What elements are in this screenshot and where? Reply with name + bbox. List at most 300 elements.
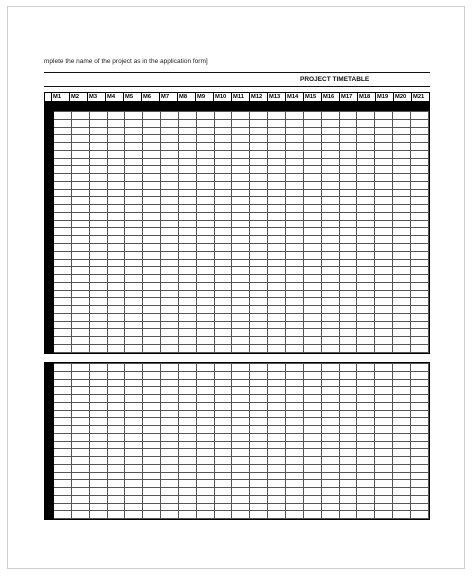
table-cell[interactable] <box>321 298 339 306</box>
table-cell[interactable] <box>410 503 428 511</box>
table-cell[interactable] <box>89 387 107 395</box>
table-cell[interactable] <box>232 379 250 387</box>
table-cell[interactable] <box>339 364 357 372</box>
table-cell[interactable] <box>161 166 179 174</box>
table-cell[interactable] <box>285 127 303 135</box>
table-cell[interactable] <box>178 457 196 465</box>
table-cell[interactable] <box>54 410 72 418</box>
table-cell[interactable] <box>393 503 411 511</box>
table-cell[interactable] <box>393 290 411 298</box>
table-cell[interactable] <box>375 457 393 465</box>
table-cell[interactable] <box>357 464 375 472</box>
table-cell[interactable] <box>125 181 143 189</box>
table-cell[interactable] <box>285 449 303 457</box>
table-cell[interactable] <box>321 259 339 267</box>
table-cell[interactable] <box>214 298 232 306</box>
table-cell[interactable] <box>161 321 179 329</box>
table-cell[interactable] <box>214 290 232 298</box>
table-cell[interactable] <box>214 119 232 127</box>
table-cell[interactable] <box>339 166 357 174</box>
table-cell[interactable] <box>196 449 214 457</box>
table-cell[interactable] <box>250 344 268 352</box>
table-cell[interactable] <box>268 127 286 135</box>
table-cell[interactable] <box>232 244 250 252</box>
table-cell[interactable] <box>285 150 303 158</box>
table-cell[interactable] <box>321 457 339 465</box>
table-cell[interactable] <box>268 197 286 205</box>
table-cell[interactable] <box>375 371 393 379</box>
table-cell[interactable] <box>375 119 393 127</box>
table-cell[interactable] <box>285 112 303 120</box>
table-cell[interactable] <box>321 143 339 151</box>
table-cell[interactable] <box>125 290 143 298</box>
table-cell[interactable] <box>232 267 250 275</box>
table-cell[interactable] <box>89 410 107 418</box>
table-cell[interactable] <box>107 275 125 283</box>
table-cell[interactable] <box>410 143 428 151</box>
table-cell[interactable] <box>214 321 232 329</box>
table-cell[interactable] <box>214 387 232 395</box>
table-cell[interactable] <box>410 174 428 182</box>
table-cell[interactable] <box>410 511 428 519</box>
table-cell[interactable] <box>357 364 375 372</box>
table-cell[interactable] <box>143 228 161 236</box>
table-cell[interactable] <box>178 480 196 488</box>
table-cell[interactable] <box>89 488 107 496</box>
table-cell[interactable] <box>125 480 143 488</box>
table-cell[interactable] <box>268 426 286 434</box>
table-cell[interactable] <box>375 228 393 236</box>
table-cell[interactable] <box>214 433 232 441</box>
table-cell[interactable] <box>393 395 411 403</box>
table-cell[interactable] <box>143 449 161 457</box>
table-cell[interactable] <box>339 387 357 395</box>
table-cell[interactable] <box>285 495 303 503</box>
table-cell[interactable] <box>54 472 72 480</box>
table-cell[interactable] <box>143 220 161 228</box>
table-cell[interactable] <box>178 197 196 205</box>
table-cell[interactable] <box>232 127 250 135</box>
table-cell[interactable] <box>54 337 72 345</box>
table-cell[interactable] <box>321 480 339 488</box>
table-cell[interactable] <box>375 197 393 205</box>
table-cell[interactable] <box>143 503 161 511</box>
table-cell[interactable] <box>268 441 286 449</box>
table-cell[interactable] <box>71 395 89 403</box>
table-cell[interactable] <box>71 480 89 488</box>
table-cell[interactable] <box>303 290 321 298</box>
table-cell[interactable] <box>250 441 268 449</box>
table-cell[interactable] <box>232 321 250 329</box>
table-cell[interactable] <box>232 251 250 259</box>
table-cell[interactable] <box>303 364 321 372</box>
table-cell[interactable] <box>54 402 72 410</box>
table-cell[interactable] <box>143 511 161 519</box>
table-cell[interactable] <box>375 275 393 283</box>
table-cell[interactable] <box>89 143 107 151</box>
table-cell[interactable] <box>125 298 143 306</box>
table-cell[interactable] <box>410 371 428 379</box>
table-cell[interactable] <box>268 275 286 283</box>
table-cell[interactable] <box>285 457 303 465</box>
table-cell[interactable] <box>107 174 125 182</box>
table-cell[interactable] <box>107 441 125 449</box>
table-cell[interactable] <box>143 181 161 189</box>
table-cell[interactable] <box>410 112 428 120</box>
table-cell[interactable] <box>250 135 268 143</box>
table-cell[interactable] <box>178 306 196 314</box>
table-cell[interactable] <box>250 321 268 329</box>
table-cell[interactable] <box>339 488 357 496</box>
table-cell[interactable] <box>321 433 339 441</box>
table-cell[interactable] <box>393 158 411 166</box>
table-cell[interactable] <box>161 364 179 372</box>
table-cell[interactable] <box>107 220 125 228</box>
table-cell[interactable] <box>89 344 107 352</box>
table-cell[interactable] <box>321 119 339 127</box>
table-cell[interactable] <box>232 511 250 519</box>
table-cell[interactable] <box>143 112 161 120</box>
table-cell[interactable] <box>125 488 143 496</box>
table-cell[interactable] <box>54 457 72 465</box>
table-cell[interactable] <box>54 511 72 519</box>
table-cell[interactable] <box>54 503 72 511</box>
table-cell[interactable] <box>268 119 286 127</box>
table-cell[interactable] <box>214 143 232 151</box>
table-cell[interactable] <box>285 205 303 213</box>
table-cell[interactable] <box>375 402 393 410</box>
table-cell[interactable] <box>161 150 179 158</box>
table-cell[interactable] <box>268 166 286 174</box>
table-cell[interactable] <box>196 503 214 511</box>
table-cell[interactable] <box>410 329 428 337</box>
table-cell[interactable] <box>393 135 411 143</box>
table-cell[interactable] <box>54 464 72 472</box>
table-cell[interactable] <box>303 495 321 503</box>
table-cell[interactable] <box>250 290 268 298</box>
table-cell[interactable] <box>107 197 125 205</box>
table-cell[interactable] <box>196 495 214 503</box>
table-cell[interactable] <box>178 135 196 143</box>
table-cell[interactable] <box>143 402 161 410</box>
table-cell[interactable] <box>303 212 321 220</box>
table-cell[interactable] <box>285 189 303 197</box>
table-cell[interactable] <box>161 344 179 352</box>
table-cell[interactable] <box>232 480 250 488</box>
table-cell[interactable] <box>89 282 107 290</box>
table-cell[interactable] <box>161 244 179 252</box>
table-cell[interactable] <box>375 313 393 321</box>
table-cell[interactable] <box>196 371 214 379</box>
table-cell[interactable] <box>357 511 375 519</box>
table-cell[interactable] <box>268 306 286 314</box>
table-cell[interactable] <box>178 275 196 283</box>
table-cell[interactable] <box>268 220 286 228</box>
table-cell[interactable] <box>232 306 250 314</box>
table-cell[interactable] <box>285 337 303 345</box>
table-cell[interactable] <box>393 236 411 244</box>
table-cell[interactable] <box>107 503 125 511</box>
table-cell[interactable] <box>303 282 321 290</box>
table-cell[interactable] <box>303 418 321 426</box>
table-cell[interactable] <box>410 441 428 449</box>
table-cell[interactable] <box>250 387 268 395</box>
table-cell[interactable] <box>178 418 196 426</box>
table-cell[interactable] <box>71 433 89 441</box>
table-cell[interactable] <box>71 511 89 519</box>
table-cell[interactable] <box>214 472 232 480</box>
table-cell[interactable] <box>303 228 321 236</box>
table-cell[interactable] <box>285 379 303 387</box>
table-cell[interactable] <box>357 282 375 290</box>
table-cell[interactable] <box>143 480 161 488</box>
table-cell[interactable] <box>71 150 89 158</box>
table-cell[interactable] <box>196 511 214 519</box>
table-cell[interactable] <box>321 212 339 220</box>
table-cell[interactable] <box>357 158 375 166</box>
table-cell[interactable] <box>321 135 339 143</box>
table-cell[interactable] <box>250 395 268 403</box>
table-cell[interactable] <box>339 464 357 472</box>
table-cell[interactable] <box>125 313 143 321</box>
table-cell[interactable] <box>250 228 268 236</box>
table-cell[interactable] <box>107 488 125 496</box>
table-cell[interactable] <box>393 267 411 275</box>
table-cell[interactable] <box>143 344 161 352</box>
table-cell[interactable] <box>107 329 125 337</box>
table-cell[interactable] <box>214 205 232 213</box>
table-cell[interactable] <box>125 321 143 329</box>
table-cell[interactable] <box>143 321 161 329</box>
table-cell[interactable] <box>107 127 125 135</box>
table-cell[interactable] <box>268 329 286 337</box>
table-cell[interactable] <box>393 244 411 252</box>
table-cell[interactable] <box>410 457 428 465</box>
table-cell[interactable] <box>107 371 125 379</box>
table-cell[interactable] <box>285 282 303 290</box>
table-cell[interactable] <box>196 174 214 182</box>
table-cell[interactable] <box>89 480 107 488</box>
table-cell[interactable] <box>268 503 286 511</box>
table-cell[interactable] <box>375 166 393 174</box>
table-cell[interactable] <box>321 503 339 511</box>
table-cell[interactable] <box>161 174 179 182</box>
table-cell[interactable] <box>107 290 125 298</box>
table-cell[interactable] <box>214 329 232 337</box>
table-cell[interactable] <box>143 166 161 174</box>
table-cell[interactable] <box>339 197 357 205</box>
table-cell[interactable] <box>410 480 428 488</box>
table-cell[interactable] <box>250 511 268 519</box>
table-cell[interactable] <box>410 220 428 228</box>
table-cell[interactable] <box>214 220 232 228</box>
table-cell[interactable] <box>214 364 232 372</box>
table-cell[interactable] <box>71 441 89 449</box>
table-cell[interactable] <box>410 158 428 166</box>
table-cell[interactable] <box>71 379 89 387</box>
table-cell[interactable] <box>125 387 143 395</box>
table-cell[interactable] <box>178 395 196 403</box>
table-cell[interactable] <box>196 127 214 135</box>
table-cell[interactable] <box>393 228 411 236</box>
table-cell[interactable] <box>268 418 286 426</box>
table-cell[interactable] <box>125 449 143 457</box>
table-cell[interactable] <box>107 166 125 174</box>
table-cell[interactable] <box>54 480 72 488</box>
table-cell[interactable] <box>214 395 232 403</box>
table-cell[interactable] <box>268 298 286 306</box>
table-cell[interactable] <box>214 236 232 244</box>
table-cell[interactable] <box>357 197 375 205</box>
table-cell[interactable] <box>161 426 179 434</box>
table-cell[interactable] <box>321 449 339 457</box>
table-cell[interactable] <box>143 143 161 151</box>
table-cell[interactable] <box>71 197 89 205</box>
table-cell[interactable] <box>321 290 339 298</box>
table-cell[interactable] <box>285 267 303 275</box>
table-cell[interactable] <box>375 410 393 418</box>
table-cell[interactable] <box>268 158 286 166</box>
table-cell[interactable] <box>143 464 161 472</box>
table-cell[interactable] <box>339 495 357 503</box>
table-cell[interactable] <box>285 181 303 189</box>
table-cell[interactable] <box>285 321 303 329</box>
table-cell[interactable] <box>125 364 143 372</box>
table-cell[interactable] <box>125 197 143 205</box>
table-cell[interactable] <box>285 313 303 321</box>
table-cell[interactable] <box>161 410 179 418</box>
table-cell[interactable] <box>285 119 303 127</box>
table-cell[interactable] <box>375 441 393 449</box>
table-cell[interactable] <box>214 251 232 259</box>
table-cell[interactable] <box>71 313 89 321</box>
table-cell[interactable] <box>339 135 357 143</box>
table-cell[interactable] <box>268 337 286 345</box>
table-cell[interactable] <box>178 251 196 259</box>
table-cell[interactable] <box>375 143 393 151</box>
table-cell[interactable] <box>125 259 143 267</box>
table-cell[interactable] <box>268 410 286 418</box>
table-cell[interactable] <box>89 259 107 267</box>
table-cell[interactable] <box>232 426 250 434</box>
table-cell[interactable] <box>178 127 196 135</box>
table-cell[interactable] <box>339 379 357 387</box>
table-cell[interactable] <box>339 228 357 236</box>
table-cell[interactable] <box>89 371 107 379</box>
table-cell[interactable] <box>285 166 303 174</box>
table-cell[interactable] <box>268 344 286 352</box>
table-cell[interactable] <box>107 433 125 441</box>
table-cell[interactable] <box>89 267 107 275</box>
table-cell[interactable] <box>54 158 72 166</box>
table-cell[interactable] <box>161 197 179 205</box>
table-cell[interactable] <box>178 150 196 158</box>
table-cell[interactable] <box>250 259 268 267</box>
table-cell[interactable] <box>178 298 196 306</box>
table-cell[interactable] <box>393 379 411 387</box>
table-cell[interactable] <box>71 189 89 197</box>
table-cell[interactable] <box>232 472 250 480</box>
table-cell[interactable] <box>89 189 107 197</box>
table-cell[interactable] <box>143 212 161 220</box>
table-cell[interactable] <box>250 472 268 480</box>
table-cell[interactable] <box>178 449 196 457</box>
table-cell[interactable] <box>214 379 232 387</box>
table-cell[interactable] <box>71 364 89 372</box>
table-cell[interactable] <box>357 275 375 283</box>
table-cell[interactable] <box>339 298 357 306</box>
table-cell[interactable] <box>178 189 196 197</box>
table-cell[interactable] <box>393 150 411 158</box>
table-cell[interactable] <box>357 371 375 379</box>
table-cell[interactable] <box>303 313 321 321</box>
table-cell[interactable] <box>321 150 339 158</box>
table-cell[interactable] <box>321 511 339 519</box>
table-cell[interactable] <box>107 410 125 418</box>
table-cell[interactable] <box>339 267 357 275</box>
table-cell[interactable] <box>107 464 125 472</box>
table-cell[interactable] <box>303 127 321 135</box>
table-cell[interactable] <box>393 166 411 174</box>
table-cell[interactable] <box>339 449 357 457</box>
table-cell[interactable] <box>232 449 250 457</box>
table-cell[interactable] <box>214 259 232 267</box>
table-cell[interactable] <box>393 212 411 220</box>
table-cell[interactable] <box>71 259 89 267</box>
table-cell[interactable] <box>268 488 286 496</box>
table-cell[interactable] <box>303 197 321 205</box>
table-cell[interactable] <box>107 457 125 465</box>
table-cell[interactable] <box>375 220 393 228</box>
table-cell[interactable] <box>410 275 428 283</box>
table-cell[interactable] <box>196 472 214 480</box>
table-cell[interactable] <box>214 503 232 511</box>
table-cell[interactable] <box>250 410 268 418</box>
table-cell[interactable] <box>143 306 161 314</box>
table-cell[interactable] <box>178 112 196 120</box>
table-cell[interactable] <box>357 189 375 197</box>
table-cell[interactable] <box>89 228 107 236</box>
table-cell[interactable] <box>303 488 321 496</box>
table-cell[interactable] <box>107 259 125 267</box>
table-cell[interactable] <box>89 313 107 321</box>
table-cell[interactable] <box>89 181 107 189</box>
table-cell[interactable] <box>393 410 411 418</box>
table-cell[interactable] <box>178 290 196 298</box>
table-cell[interactable] <box>250 337 268 345</box>
table-cell[interactable] <box>71 236 89 244</box>
table-cell[interactable] <box>89 379 107 387</box>
table-cell[interactable] <box>250 220 268 228</box>
table-cell[interactable] <box>285 488 303 496</box>
table-cell[interactable] <box>214 166 232 174</box>
table-cell[interactable] <box>125 212 143 220</box>
table-cell[interactable] <box>89 275 107 283</box>
table-cell[interactable] <box>71 387 89 395</box>
table-cell[interactable] <box>410 119 428 127</box>
table-cell[interactable] <box>410 306 428 314</box>
table-cell[interactable] <box>303 306 321 314</box>
table-cell[interactable] <box>303 112 321 120</box>
table-cell[interactable] <box>161 337 179 345</box>
table-cell[interactable] <box>232 275 250 283</box>
table-cell[interactable] <box>339 329 357 337</box>
table-cell[interactable] <box>196 418 214 426</box>
table-cell[interactable] <box>375 244 393 252</box>
table-cell[interactable] <box>214 127 232 135</box>
table-cell[interactable] <box>178 344 196 352</box>
table-cell[interactable] <box>357 441 375 449</box>
